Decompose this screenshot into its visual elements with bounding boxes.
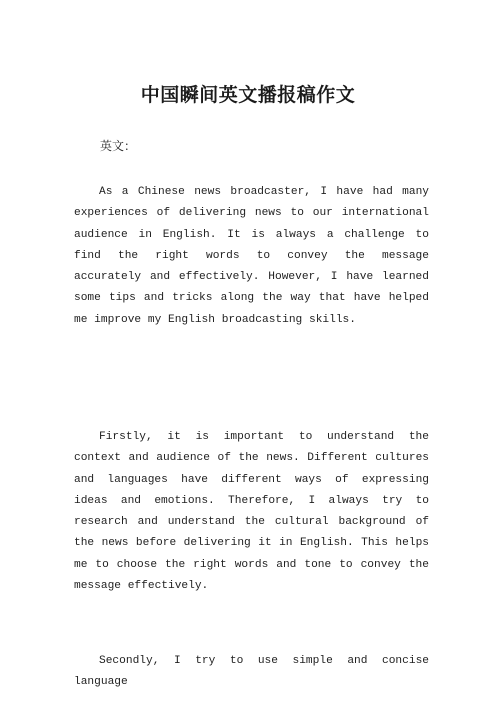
section-label: 英文： xyxy=(100,139,137,153)
paragraph-2: Firstly, it is important to understand the context and audience of the news. Different cultures and languages have different ways of expressing ideas and emotions. Therefore, I always try to research and understand the cultural background of the news before delivering it in English. This helps me to choose the right words and tone to convey the message effectively. xyxy=(74,431,429,593)
paragraph-3: Secondly, I try to use simple and concise language xyxy=(74,655,429,689)
document-title: 中国瞬间英文播报稿作文 xyxy=(140,84,356,106)
paragraph-1: As a Chinese news broadcaster, I have had many experiences of delivering news to our international audience in English. It is always a challenge to find the right words to convey the message accurately and effectively. However, I have learned some tips and tricks along the way that have helped me improve my English broadcasting skills. xyxy=(74,186,429,326)
